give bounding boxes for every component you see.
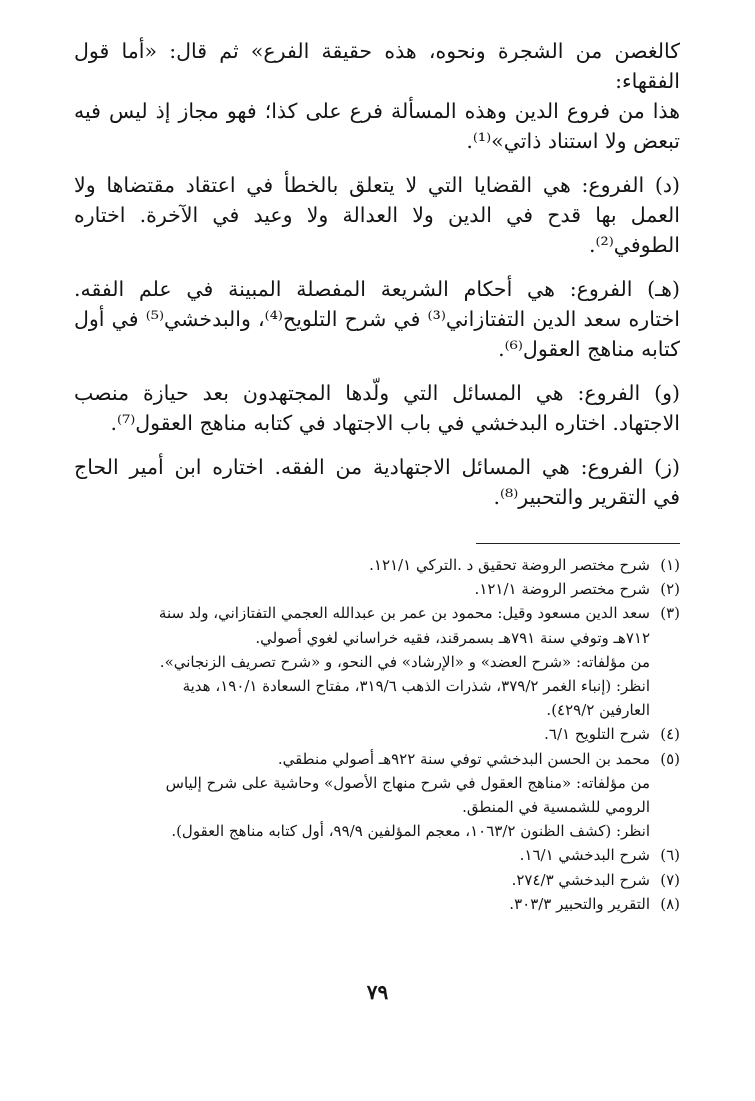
footnote-line: شرح مختصر الروضة تحقيق د .التركي ١٢١/١.: [369, 556, 650, 574]
footnote-line: شرح التلويح ٦/١.: [544, 725, 650, 744]
footnote-number: (١): [660, 556, 680, 574]
body-line: الطوفي⁽²⁾.: [588, 233, 680, 257]
footnote-line: انظر: (إنباء الغمر ٣٧٩/٢، شذرات الذهب ٣١٩/٦، مفتاح السعادة ١٩٠/١، هدية: [182, 677, 650, 696]
body-paragraph: [74, 170, 680, 260]
footnote-line: سعد الدين مسعود وقيل: محمود بن عمر بن عبدالله العجمي التفتازاني، ولد سنة: [158, 604, 650, 623]
footnote-line: من مؤلفاته: «شرح العضد» و «الإرشاد» في النحو، و «شرح تصريف الزنجاني».: [159, 652, 650, 671]
footnote-text: [74, 747, 650, 844]
footnote-line: التقرير والتحبير ٣٠٣/٣.: [509, 894, 650, 913]
footnote-text: [74, 722, 650, 746]
footnote: [74, 843, 680, 867]
body-line: (و) الفروع: هي المسائل التي ولّدها المجتهدون بعد حيازة منصب: [74, 381, 680, 405]
footnote-number: (٦): [660, 846, 680, 865]
footnote-number: (٣): [660, 604, 680, 623]
footnote-text: [74, 577, 650, 601]
footnote-line: شرح البدخشي ١٦/١.: [519, 846, 650, 865]
body-paragraph: [74, 378, 680, 438]
body-line: (ز) الفروع: هي المسائل الاجتهادية من الفقه. اختاره ابن أمير الحاج: [74, 455, 680, 479]
footnote-number: (٨): [660, 894, 680, 913]
footnote: [74, 892, 680, 916]
footnotes: [74, 553, 680, 916]
footnote-line: محمد بن الحسن البدخشي توفي سنة ٩٢٢هـ أصولي منطقي.: [277, 749, 650, 768]
body-line: في التقرير والتحبير⁽⁸⁾.: [493, 485, 680, 509]
footnote-number: (٢): [660, 580, 680, 599]
main-text: [74, 36, 680, 526]
body-line: (هـ) الفروع: هي أحكام الشريعة المفصلة المبينة في علم الفقه.: [74, 277, 680, 301]
body-line: (د) الفروع: هي القضايا التي لا يتعلق بالخطأ في اعتقاد مقتضاها ولا: [74, 173, 680, 197]
footnote-line: الرومي للشمسية في المنطق.: [462, 798, 650, 817]
body-paragraph: [74, 274, 680, 364]
footnote: [74, 868, 680, 892]
footnote-number: (٧): [660, 870, 680, 889]
footnote: [74, 747, 680, 844]
footnote-line: انظر: (كشف الظنون ١٠٦٣/٢، معجم المؤلفين ٩٩/٩، أول كتابه مناهج العقول).: [171, 822, 650, 841]
body-line: العمل بها قدح في الدين ولا العدالة ولا وعيد في الآخرة. اختاره: [74, 203, 680, 227]
body-line: تبعض ولا استناد ذاتي»⁽¹⁾.: [466, 129, 680, 153]
footnote-number: (٤): [660, 725, 680, 744]
body-line: كالغصن من الشجرة ونحوه، هذه حقيقة الفرع» ثم قال: «أما قول الفقهاء:: [74, 39, 680, 93]
footnote-text: [74, 892, 650, 916]
body-line: الاجتهاد. اختاره البدخشي في باب الاجتهاد في كتابه مناهج العقول⁽⁷⁾.: [110, 411, 680, 435]
footnote: [74, 553, 680, 577]
body-paragraph: [74, 452, 680, 512]
footnote-text: [74, 553, 650, 577]
footnote-number: (٥): [660, 749, 680, 768]
footnote-line: شرح مختصر الروضة ١٢١/١.: [474, 580, 650, 599]
body-line: هذا من فروع الدين وهذه المسألة فرع على كذا؛ فهو مجاز إذ ليس فيه: [74, 99, 680, 123]
body-paragraph: [74, 36, 680, 156]
footnote-line: العارفين ٤٢٩/٢).: [546, 701, 650, 720]
footnote: [74, 601, 680, 722]
footnote-text: [74, 868, 650, 892]
footnote-text: [74, 601, 650, 722]
body-line: اختاره سعد الدين التفتازاني⁽³⁾ في شرح التلويح⁽⁴⁾، والبدخشي⁽⁵⁾ في أول: [74, 307, 680, 331]
footnote-separator: [476, 543, 680, 544]
footnote-line: ٧١٢هـ وتوفي سنة ٧٩١هـ بسمرقند، فقيه خراساني لغوي أصولي.: [255, 628, 650, 647]
footnote-line: شرح البدخشي ٢٧٤/٣.: [511, 870, 650, 889]
footnote-text: [74, 843, 650, 867]
footnote-line: من مؤلفاته: «مناهج العقول في شرح منهاج الأصول» وحاشية على شرح إلياس: [165, 773, 650, 792]
footnote: [74, 722, 680, 746]
page-number: ٧٩: [366, 980, 389, 1004]
body-line: كتابه مناهج العقول⁽⁶⁾.: [498, 337, 680, 361]
footnote: [74, 577, 680, 601]
